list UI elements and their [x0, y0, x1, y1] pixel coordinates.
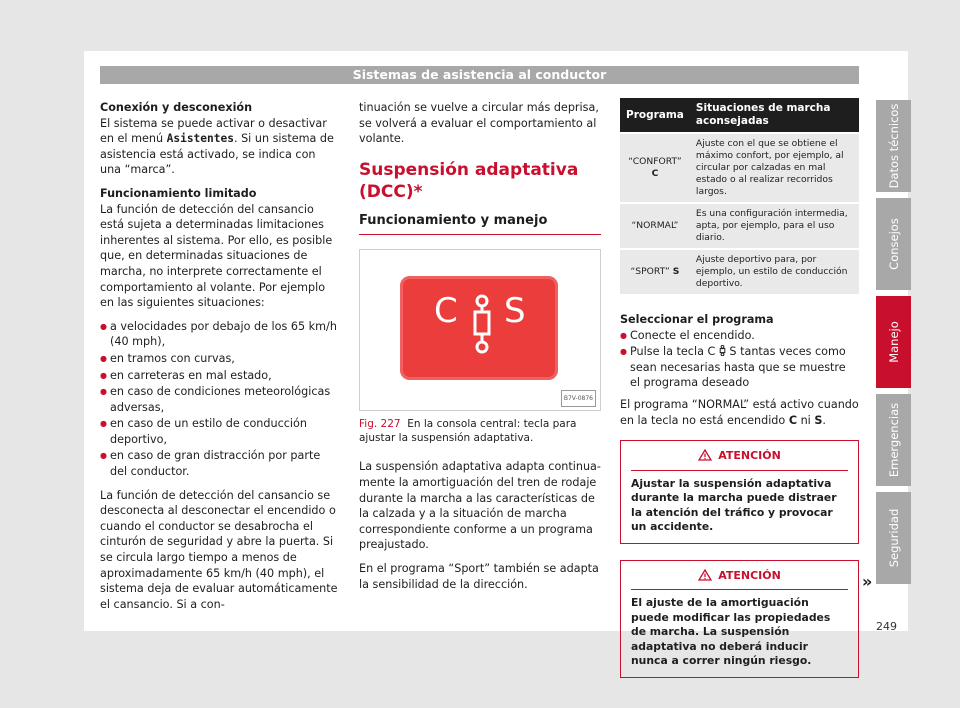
table-cell-description: Ajuste deportivo para, por ejemplo, un estilo de conducción deportivo. [690, 249, 859, 294]
heading-limitado: Funcionamiento limitado [100, 186, 257, 200]
dcc-button-illustration [400, 276, 558, 380]
tab-consejos[interactable]: Consejos [876, 198, 911, 290]
table-cell-program: “SPORT” S [620, 249, 690, 294]
sport-symbol: S [672, 266, 680, 277]
paragraph-dcc: La suspensión adaptativa adapta continuamente la amortiguación del tren de rodaje durante la marcha a las características de la calzada y a la situación de marcha correspondiente conforme a un programa preajustado. [359, 460, 601, 552]
table-cell-description: Es una configuración intermedia, apta, por ejemplo, para el uso diario. [690, 203, 859, 249]
menu-asistentes: Asistentes [166, 132, 234, 146]
column-right [620, 98, 859, 678]
subsection-title: Funcionamiento y manejo [359, 213, 601, 236]
list-item: ● en carreteras en mal estado, [100, 368, 340, 384]
paragraph-sport: En el programa “Sport” también se adapta la sensibilidad de la dirección. [359, 561, 599, 591]
limitations-list [100, 319, 340, 480]
figure-dcc-button [359, 249, 601, 411]
list-item: ● Conecte el encendido. [620, 328, 859, 344]
tab-manejo[interactable]: Manejo [876, 296, 911, 388]
steps-list [620, 328, 859, 391]
column-middle [359, 100, 601, 592]
list-item: ● en caso de un estilo de conducción deportivo, [100, 416, 340, 447]
shock-absorber-icon [719, 345, 726, 356]
warning-triangle-icon [698, 449, 712, 461]
tab-datos-tecnicos[interactable]: Datos técnicos [876, 100, 911, 192]
list-item: ● en caso de condiciones meteorológicas adversas, [100, 384, 340, 415]
page-header: Sistemas de asistencia al conductor [100, 66, 859, 84]
list-item: ● Pulse la tecla C S tantas veces como sean necesarias hasta que se muestre el programa deseado [620, 344, 859, 391]
caption-fig-number: Fig. 227 [359, 418, 401, 431]
warning-box [620, 560, 859, 678]
warning-triangle-icon [698, 569, 712, 581]
tab-seguridad[interactable]: Seguridad [876, 492, 911, 584]
list-item: ● a velocidades por debajo de los 65 km/h (40 mph), [100, 319, 340, 350]
table-header: Situaciones de marcha aconsejadas [690, 98, 859, 133]
table-cell-program: “CONFORT” C [620, 133, 690, 203]
shock-absorber-icon [470, 294, 494, 354]
column-left [100, 100, 340, 612]
warning-box [620, 440, 859, 544]
paragraph-normal: El programa “NORMAL” está activo cuando en la tecla no está encendido C ni S. [620, 397, 859, 427]
paragraph-conexion: El sistema se puede activar o desactivar en el menú Asistentes. Si un sistema de asistencia está activado, se indica con una “marca”. [100, 116, 334, 177]
programs-table [620, 98, 859, 294]
heading-conexion: Conexión y desconexión [100, 101, 253, 114]
tab-emergencias[interactable]: Emergencias [876, 394, 911, 486]
warning-text: El ajuste de la amortiguación puede modificar las propiedades de marcha. La suspensión adaptativa no deberá inducir nunca a correr ningún riesgo. [631, 596, 831, 668]
paragraph-limitado: La función de detección del cansancio está sujeta a determinadas limitaciones inherentes al sistema. Por ello, es posible que, en determinadas situaciones de marcha, no interprete correctamente el comportamiento al volante. Por ejemplo en las siguientes situaciones: [100, 202, 333, 310]
button-letter-c: C [434, 291, 458, 332]
page-number: 249 [876, 620, 897, 633]
table-header-row [620, 98, 859, 133]
warning-text: Ajustar la suspensión adaptativa durante la marcha puede distraer la atención del tráfico y provocar un accidente. [631, 476, 837, 534]
button-letter-s: S [504, 291, 526, 332]
list-item: ● en caso de gran distracción por parte del conductor. [100, 448, 340, 479]
paragraph-continuation: tinuación se vuelve a circular más deprisa, se volverá a evaluar el comportamiento al volante. [359, 101, 599, 146]
table-row [620, 203, 859, 249]
table-row [620, 133, 859, 203]
warning-title: ATENCIÓN [631, 448, 848, 471]
warning-title: ATENCIÓN [631, 568, 848, 591]
table-header: Programa [620, 98, 690, 133]
figure-reference: B7V-0876 [561, 390, 596, 408]
comfort-symbol: C [651, 168, 659, 179]
list-item: ● en tramos con curvas, [100, 351, 340, 367]
table-cell-program: “NORMAL” [620, 203, 690, 249]
heading-seleccionar: Seleccionar el programa [620, 313, 774, 326]
table-row [620, 249, 859, 294]
continue-arrow: » [862, 572, 873, 591]
section-title: Suspensión adaptativa (DCC)* [359, 159, 579, 202]
figure-caption: Fig. 227 En la consola central: tecla para ajustar la suspensión adaptativa. [359, 418, 577, 445]
paragraph-desconexion: La función de detección del cansancio se desconecta al desconectar el encendido o cuando el conductor se desabrocha el cinturón de seguridad y abre la puerta. Si se circula largo tiempo a menos de aproximadamente 65 km/h (40 mph), el sistema deja de evaluar automáticamente el cansancio. Si a con- [100, 488, 338, 611]
table-cell-description: Ajuste con el que se obtiene el máximo confort, por ejemplo, al circular por calzadas en mal estado o al realizar recorridos largos. [690, 133, 859, 203]
